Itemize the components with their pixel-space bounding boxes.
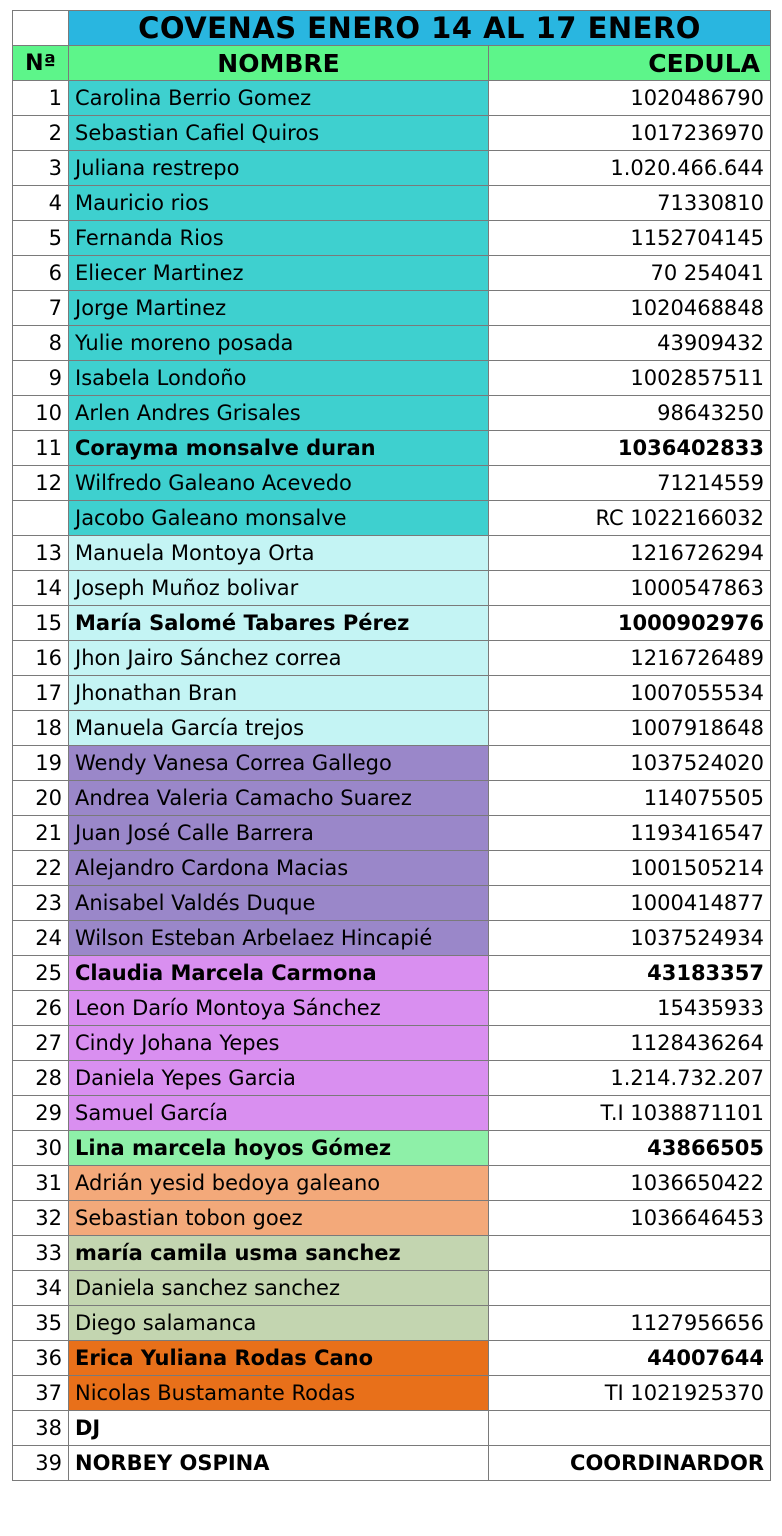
table-row (13, 921, 771, 956)
row-cedula-cell: 1216726489 (489, 641, 771, 676)
row-cedula-cell: 114075505 (489, 781, 771, 816)
row-number-cell: 4 (13, 186, 69, 221)
table-row (13, 851, 771, 886)
row-name-cell: Erica Yuliana Rodas Cano (69, 1341, 489, 1376)
row-cedula-cell: 1007055534 (489, 676, 771, 711)
table-row (13, 151, 771, 186)
row-cedula-cell (489, 1236, 771, 1271)
row-number-cell: 33 (13, 1236, 69, 1271)
row-number-cell: 37 (13, 1376, 69, 1411)
table-row (13, 326, 771, 361)
row-name-cell: Cindy Johana Yepes (69, 1026, 489, 1061)
column-header-cedula: CEDULA (489, 46, 771, 81)
table-row (13, 711, 771, 746)
column-header-row (13, 46, 771, 81)
row-name-cell: Fernanda Rios (69, 221, 489, 256)
row-name-cell: Lina marcela hoyos Gómez (69, 1131, 489, 1166)
table-row (13, 991, 771, 1026)
table-header (13, 11, 771, 81)
row-number-cell: 9 (13, 361, 69, 396)
document-title: COVENAS ENERO 14 AL 17 ENERO (69, 11, 771, 46)
row-cedula-cell: 1216726294 (489, 536, 771, 571)
table-row (13, 431, 771, 466)
row-name-cell: DJ (69, 1411, 489, 1446)
row-number-cell: 19 (13, 746, 69, 781)
row-cedula-cell: 43183357 (489, 956, 771, 991)
row-name-cell: Alejandro Cardona Macias (69, 851, 489, 886)
row-number-cell: 27 (13, 1026, 69, 1061)
row-cedula-cell: 1020468848 (489, 291, 771, 326)
table-row (13, 291, 771, 326)
row-name-cell: Claudia Marcela Carmona (69, 956, 489, 991)
row-number-cell: 24 (13, 921, 69, 956)
row-name-cell: Samuel García (69, 1096, 489, 1131)
row-name-cell: Leon Darío Montoya Sánchez (69, 991, 489, 1026)
row-cedula-cell: 1128436264 (489, 1026, 771, 1061)
row-number-cell: 6 (13, 256, 69, 291)
row-number-cell: 23 (13, 886, 69, 921)
table-row (13, 1446, 771, 1481)
row-name-cell: Wilfredo Galeano Acevedo (69, 466, 489, 501)
row-number-cell: 15 (13, 606, 69, 641)
row-name-cell: Diego salamanca (69, 1306, 489, 1341)
row-cedula-cell: 1020486790 (489, 81, 771, 116)
row-name-cell: Daniela Yepes Garcia (69, 1061, 489, 1096)
row-cedula-cell: 1152704145 (489, 221, 771, 256)
row-number-cell: 39 (13, 1446, 69, 1481)
table-row (13, 676, 771, 711)
table-row (13, 81, 771, 116)
table-row (13, 1131, 771, 1166)
table-body (13, 81, 771, 1481)
row-number-cell: 3 (13, 151, 69, 186)
table-row (13, 1236, 771, 1271)
row-name-cell: Adrián yesid bedoya galeano (69, 1166, 489, 1201)
row-cedula-cell: 1037524020 (489, 746, 771, 781)
row-number-cell: 36 (13, 1341, 69, 1376)
row-cedula-cell: 1001505214 (489, 851, 771, 886)
row-name-cell: Juliana restrepo (69, 151, 489, 186)
row-number-cell: 32 (13, 1201, 69, 1236)
table-row (13, 1201, 771, 1236)
row-number-cell: 5 (13, 221, 69, 256)
row-cedula-cell: 15435933 (489, 991, 771, 1026)
table-row (13, 1411, 771, 1446)
table-row (13, 1026, 771, 1061)
table-row (13, 116, 771, 151)
row-name-cell: Yulie moreno posada (69, 326, 489, 361)
row-name-cell: Wendy Vanesa Correa Gallego (69, 746, 489, 781)
row-number-cell: 17 (13, 676, 69, 711)
table-row (13, 886, 771, 921)
row-cedula-cell: TI 1021925370 (489, 1376, 771, 1411)
row-number-cell: 2 (13, 116, 69, 151)
row-cedula-cell: 1036402833 (489, 431, 771, 466)
row-name-cell: Nicolas Bustamante Rodas (69, 1376, 489, 1411)
table-row (13, 606, 771, 641)
row-cedula-cell (489, 1411, 771, 1446)
row-number-cell: 14 (13, 571, 69, 606)
row-number-cell: 21 (13, 816, 69, 851)
row-cedula-cell: 98643250 (489, 396, 771, 431)
table-row (13, 1166, 771, 1201)
table-row (13, 1306, 771, 1341)
table-row (13, 466, 771, 501)
title-corner-cell (13, 11, 69, 46)
row-cedula-cell: COORDINARDOR (489, 1446, 771, 1481)
row-number-cell: 22 (13, 851, 69, 886)
row-cedula-cell: 43866505 (489, 1131, 771, 1166)
row-name-cell: Jacobo Galeano monsalve (69, 501, 489, 536)
row-number-cell: 1 (13, 81, 69, 116)
row-number-cell: 30 (13, 1131, 69, 1166)
table-row (13, 221, 771, 256)
row-name-cell: Corayma monsalve duran (69, 431, 489, 466)
column-header-name: NOMBRE (69, 46, 489, 81)
row-number-cell: 38 (13, 1411, 69, 1446)
row-number-cell: 20 (13, 781, 69, 816)
table-row (13, 641, 771, 676)
row-name-cell: Carolina Berrio Gomez (69, 81, 489, 116)
table-row (13, 1341, 771, 1376)
row-number-cell: 10 (13, 396, 69, 431)
row-number-cell: 35 (13, 1306, 69, 1341)
row-name-cell: Anisabel Valdés Duque (69, 886, 489, 921)
row-number-cell: 18 (13, 711, 69, 746)
row-number-cell (13, 501, 69, 536)
column-header-num: Nª (13, 46, 69, 81)
row-cedula-cell: 70 254041 (489, 256, 771, 291)
row-name-cell: Arlen Andres Grisales (69, 396, 489, 431)
row-cedula-cell: 1017236970 (489, 116, 771, 151)
row-name-cell: Joseph Muñoz bolivar (69, 571, 489, 606)
row-cedula-cell: 1036646453 (489, 1201, 771, 1236)
row-name-cell: Manuela Montoya Orta (69, 536, 489, 571)
row-number-cell: 26 (13, 991, 69, 1026)
row-cedula-cell: 1193416547 (489, 816, 771, 851)
table-row (13, 781, 771, 816)
row-cedula-cell: T.I 1038871101 (489, 1096, 771, 1131)
row-name-cell: NORBEY OSPINA (69, 1446, 489, 1481)
row-name-cell: Sebastian tobon goez (69, 1201, 489, 1236)
row-cedula-cell: 71330810 (489, 186, 771, 221)
row-cedula-cell: 1000902976 (489, 606, 771, 641)
row-name-cell: Jhon Jairo Sánchez correa (69, 641, 489, 676)
table-row (13, 571, 771, 606)
row-cedula-cell: 1.020.466.644 (489, 151, 771, 186)
table-row (13, 746, 771, 781)
covenas-table (12, 10, 771, 1481)
row-name-cell: Manuela García trejos (69, 711, 489, 746)
row-cedula-cell: 1002857511 (489, 361, 771, 396)
row-name-cell: Mauricio rios (69, 186, 489, 221)
table-row (13, 1271, 771, 1306)
row-cedula-cell: 1007918648 (489, 711, 771, 746)
row-number-cell: 34 (13, 1271, 69, 1306)
row-cedula-cell: 43909432 (489, 326, 771, 361)
row-cedula-cell: 1127956656 (489, 1306, 771, 1341)
title-row (13, 11, 771, 46)
row-number-cell: 29 (13, 1096, 69, 1131)
row-name-cell: Isabela Londoño (69, 361, 489, 396)
table-row (13, 256, 771, 291)
row-cedula-cell: 44007644 (489, 1341, 771, 1376)
row-cedula-cell (489, 1271, 771, 1306)
table-row (13, 396, 771, 431)
row-name-cell: maría camila usma sanchez (69, 1236, 489, 1271)
table-row (13, 1376, 771, 1411)
table-row (13, 1096, 771, 1131)
table-row (13, 1061, 771, 1096)
row-number-cell: 31 (13, 1166, 69, 1201)
table-row (13, 816, 771, 851)
table-row (13, 361, 771, 396)
row-number-cell: 13 (13, 536, 69, 571)
table-row (13, 186, 771, 221)
row-cedula-cell: 1000414877 (489, 886, 771, 921)
row-name-cell: Daniela sanchez sanchez (69, 1271, 489, 1306)
table-row (13, 536, 771, 571)
row-number-cell: 28 (13, 1061, 69, 1096)
row-number-cell: 12 (13, 466, 69, 501)
table-row (13, 956, 771, 991)
row-name-cell: Sebastian Cafiel Quiros (69, 116, 489, 151)
row-cedula-cell: 1036650422 (489, 1166, 771, 1201)
row-number-cell: 7 (13, 291, 69, 326)
row-cedula-cell: 1000547863 (489, 571, 771, 606)
row-cedula-cell: 1037524934 (489, 921, 771, 956)
row-number-cell: 8 (13, 326, 69, 361)
row-name-cell: Jorge Martinez (69, 291, 489, 326)
row-name-cell: Jhonathan Bran (69, 676, 489, 711)
row-number-cell: 11 (13, 431, 69, 466)
row-name-cell: Juan José Calle Barrera (69, 816, 489, 851)
row-number-cell: 25 (13, 956, 69, 991)
table-row (13, 501, 771, 536)
row-cedula-cell: 1.214.732.207 (489, 1061, 771, 1096)
row-number-cell: 16 (13, 641, 69, 676)
row-name-cell: Eliecer Martinez (69, 256, 489, 291)
row-name-cell: Andrea Valeria Camacho Suarez (69, 781, 489, 816)
row-name-cell: Wilson Esteban Arbelaez Hincapié (69, 921, 489, 956)
row-cedula-cell: RC 1022166032 (489, 501, 771, 536)
row-name-cell: María Salomé Tabares Pérez (69, 606, 489, 641)
row-cedula-cell: 71214559 (489, 466, 771, 501)
